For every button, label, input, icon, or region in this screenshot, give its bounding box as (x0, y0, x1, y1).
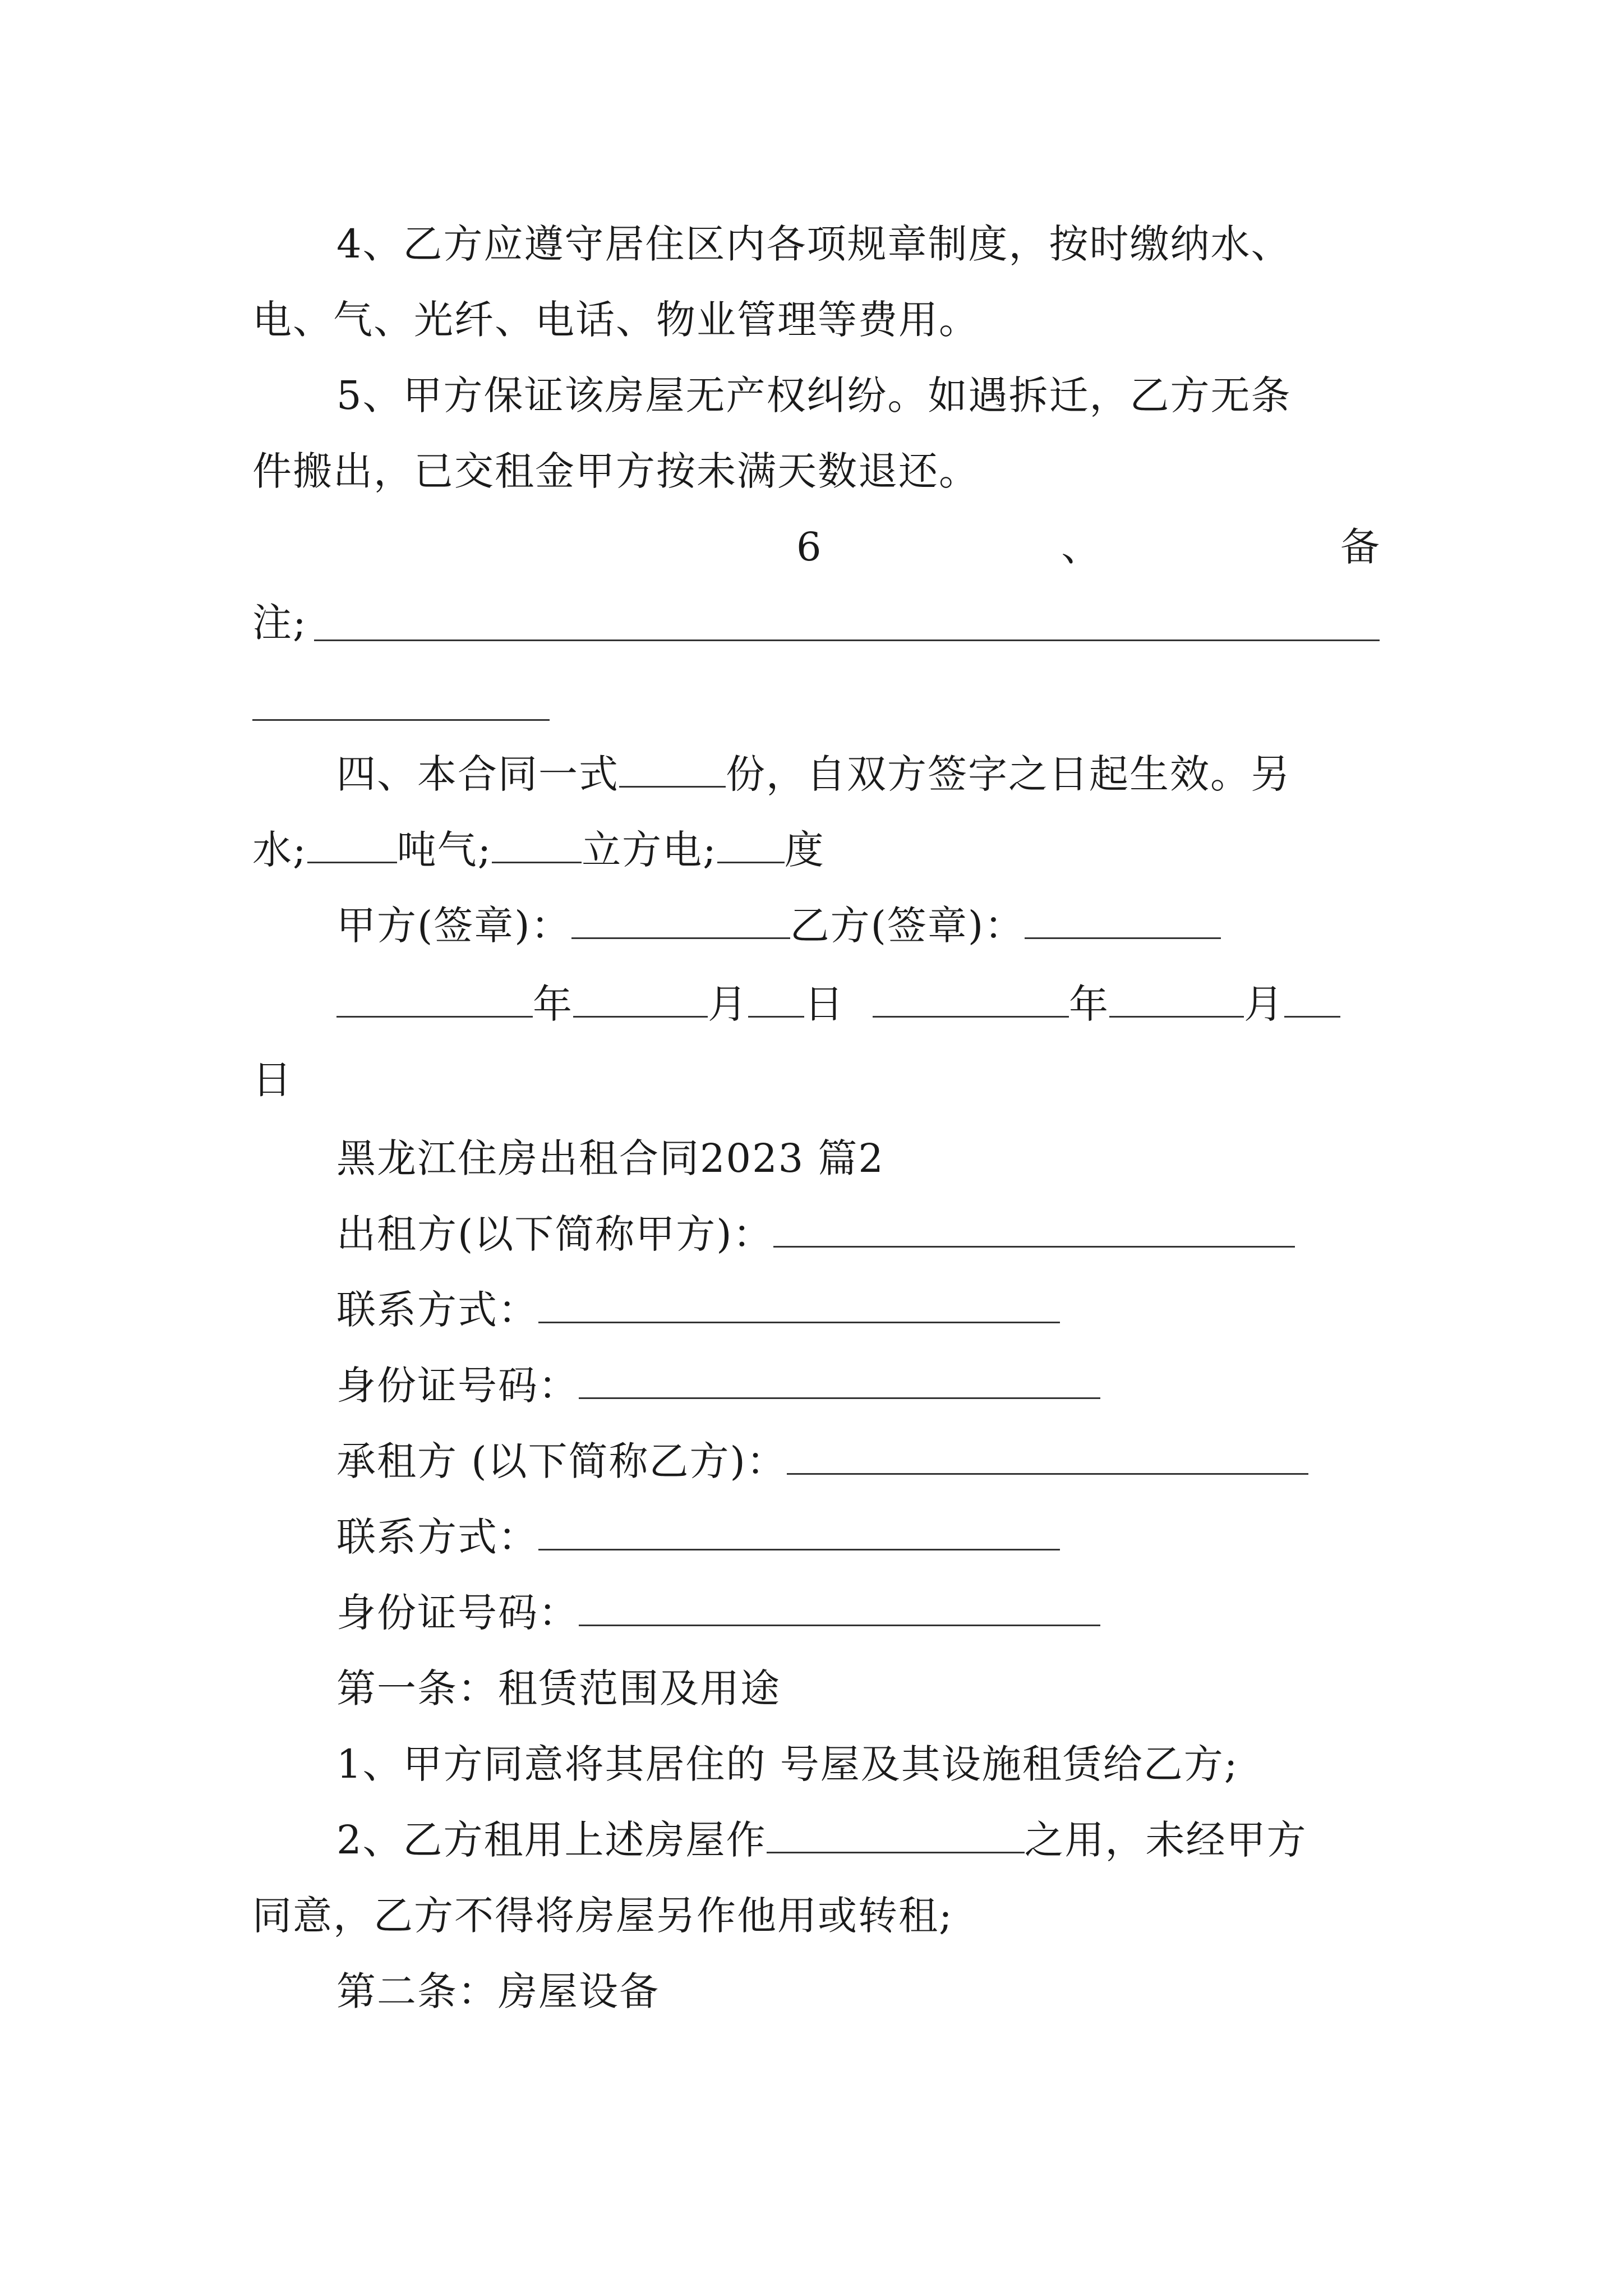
water-blank (307, 827, 397, 863)
lessee-contact-line (336, 1512, 1060, 1562)
section-4-line-1 (336, 749, 1291, 799)
degree-unit: 度 (784, 827, 825, 873)
party-b-day-blank (1284, 981, 1340, 1018)
party-a-seal-blank (571, 903, 790, 939)
party-a-month-label: 月 (708, 981, 748, 1027)
electricity-label: 立方电; (582, 827, 717, 873)
clause-5-line-1: 5、甲方保证该房屋无产权纠纷。如遇拆迁，乙方无条 (336, 372, 1292, 418)
party-b-seal-blank (1025, 903, 1221, 939)
remarks-underline-2 (252, 719, 550, 721)
party-a-month-blank (573, 981, 708, 1018)
lessor-contact-line (336, 1285, 1060, 1335)
party-b-year-label: 年 (1069, 981, 1109, 1027)
party-b-year-blank (873, 981, 1069, 1018)
party-a-year-blank (336, 981, 533, 1018)
remarks-underline-1 (314, 639, 1380, 641)
lessor-label: 出租方(以下简称甲方)： (336, 1211, 773, 1257)
copies-suffix: 份，自双方签字之日起生效。另 (726, 751, 1291, 797)
party-b-seal-label: 乙方(签章)： (790, 903, 1025, 949)
clause-4-line-2: 电、气、光纤、电话、物业管理等费用。 (252, 297, 979, 343)
lessee-id-label: 身份证号码： (336, 1590, 579, 1636)
party-a-day-blank (748, 981, 804, 1018)
copies-prefix: 四、本合同一式 (336, 751, 619, 797)
usage-suffix: 之用，未经甲方 (1024, 1817, 1307, 1863)
article-1-clause-2-line-1 (336, 1815, 1307, 1865)
lessee-contact-blank (538, 1514, 1060, 1550)
signature-line (336, 900, 1221, 951)
remarks-label: 注; (252, 600, 307, 646)
section-title: 黑龙江住房出租合同2023 篇2 (336, 1135, 884, 1181)
gas-blank (492, 827, 582, 863)
usage-blank (767, 1817, 1025, 1853)
clause-5-line-2: 件搬出，已交租金甲方按未满天数退还。 (252, 448, 979, 494)
lessor-contact-blank (538, 1287, 1060, 1323)
lessee-label: 承租方 (以下简称乙方)： (336, 1438, 787, 1484)
lessee-id-blank (579, 1590, 1100, 1626)
water-label: 水; (252, 827, 307, 873)
lessee-blank (787, 1438, 1308, 1475)
lessor-id-blank (579, 1363, 1100, 1399)
article-1-heading: 第一条：租赁范围及用途 (336, 1665, 781, 1711)
lessor-id-label: 身份证号码： (336, 1363, 579, 1409)
utility-readings-line (252, 825, 825, 875)
lessee-contact-label: 联系方式： (336, 1514, 538, 1560)
lessor-contact-label: 联系方式： (336, 1287, 538, 1333)
clause-6-label-start: 备 (1340, 524, 1380, 570)
party-b-month-blank (1109, 981, 1244, 1018)
party-b-month-label: 月 (1244, 981, 1284, 1027)
lessor-blank (773, 1211, 1295, 1248)
article-1-clause-1: 1、甲方同意将其居住的 号屋及其设施租赁给乙方; (336, 1741, 1239, 1787)
lessee-line (336, 1436, 1308, 1487)
lessee-id-line (336, 1588, 1100, 1638)
copies-blank (619, 751, 726, 788)
lessor-line (336, 1209, 1295, 1259)
party-a-year-label: 年 (533, 981, 573, 1027)
party-a-day-label: 日 (804, 981, 845, 1027)
clause-6-separator: 、 (1061, 524, 1101, 570)
signature-date-line (336, 979, 1340, 1029)
clause-4-line-1: 4、乙方应遵守居住区内各项规章制度，按时缴纳水、 (336, 221, 1292, 267)
electricity-blank (717, 827, 785, 863)
party-a-seal-label: 甲方(签章)： (336, 903, 571, 949)
usage-prefix: 2、乙方租用上述房屋作 (336, 1817, 767, 1863)
article-2-heading: 第二条：房屋设备 (336, 1968, 660, 2014)
party-b-day-label: 日 (252, 1057, 293, 1103)
gas-label: 吨气; (396, 827, 492, 873)
clause-6-number: 6 (796, 524, 822, 570)
article-1-clause-2-line-2: 同意，乙方不得将房屋另作他用或转租; (252, 1893, 953, 1939)
lessor-id-line (336, 1360, 1100, 1411)
clause-6-line (252, 522, 1380, 572)
